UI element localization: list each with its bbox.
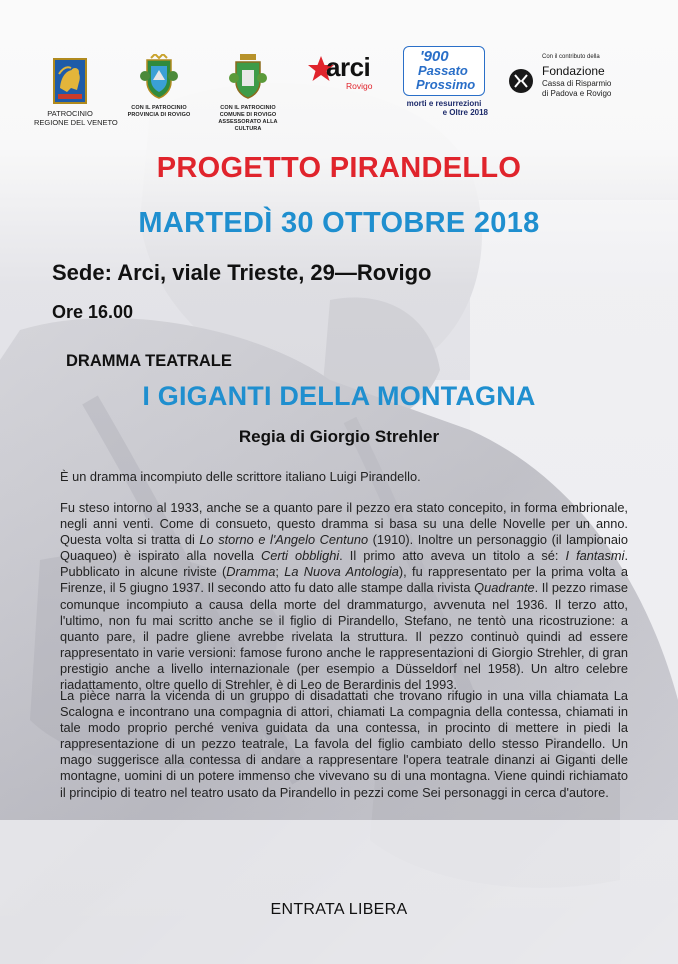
novecento-logo bbox=[396, 46, 492, 117]
plot-paragraph: La pièce narra la vicenda di un gruppo di disadattati che trovano rifugio in una villa chiamata La Scalogna e incontrano una compagnia di attori, chiamati La compagnia della contessa, chiamati in tale modo proprio perché veniva guidata da una contessa, in procinto di mettere in piedi la rappresentazione di un pezzo teatrale, La favola del figlio cambiato dello stesso Pirandello. Un mago suggerisce alla contessa di andare a rappresentare l'opera teatrale dinanzi ai Giganti delle montagne, uomini di un potere immenso che vivevano su di una montagna. Viene quindi richiamato il principio di teatro nel teatro usato da Pirandello in pezzi come Sei personaggi in cerca d'autore. bbox=[60, 688, 628, 800]
sponsor-logos bbox=[0, 44, 678, 134]
novecento-badge bbox=[403, 46, 485, 96]
history-text-d: Certi obblighi bbox=[260, 548, 340, 564]
fondazione-sub2: di Padova e Rovigo bbox=[542, 89, 612, 98]
show-title: I GIGANTI DELLA MONTAGNA bbox=[142, 381, 536, 411]
comune-rovigo-logo bbox=[206, 54, 290, 133]
arci-logo bbox=[306, 52, 386, 96]
history-text-g: . Pubblicato in alcune riviste ( bbox=[60, 548, 628, 580]
provincia-caption-1: CON IL PATROCINIO bbox=[131, 105, 187, 111]
event-time: Ore 16.00 bbox=[52, 302, 134, 322]
history-text-b: Lo storno e l'Angelo Centuno bbox=[199, 532, 369, 548]
novecento-line3: Prossimo bbox=[416, 77, 476, 92]
event-venue: Sede: Arci, viale Trieste, 29—Rovigo bbox=[52, 260, 432, 285]
fondazione-name: Fondazione bbox=[542, 64, 605, 78]
show-genre: DRAMMA TEATRALE bbox=[66, 352, 232, 370]
fondazione-contrib: Con il contributo della bbox=[542, 54, 600, 60]
history-text-i: ; bbox=[275, 564, 285, 580]
lion-of-saint-mark-icon bbox=[53, 58, 87, 104]
fondazione-logo bbox=[508, 52, 648, 102]
arci-city: Rovigo bbox=[346, 81, 373, 91]
novecento-tagline1: morti e resurrezioni bbox=[406, 99, 482, 108]
regione-veneto-logo bbox=[34, 58, 118, 127]
comune-caption-3: ASSESSORATO ALLA CULTURA bbox=[218, 119, 278, 132]
history-paragraph bbox=[60, 500, 628, 693]
history-text-j: La Nuova Antologia bbox=[284, 564, 399, 580]
comune-coat-of-arms-icon bbox=[228, 54, 268, 100]
intro-paragraph: È un dramma incompiuto delle scrittore italiano Luigi Pirandello. bbox=[60, 469, 421, 484]
project-title: PROGETTO PIRANDELLO bbox=[156, 152, 522, 184]
fondazione-sub1: Cassa di Risparmio bbox=[542, 79, 612, 88]
history-text-f: I fantasmi bbox=[565, 548, 625, 564]
history-text-m: . Il pezzo rimase comunque incompiuto a causa della morte del drammaturgo, avvenuta nel 1936. Il terzo atto, l'ultimo, non fu mai scritto anche se il figlio di Pirandello, Stefano, ne tentò una ricostruzione: a quanto pare, il padre gliene avrebbe rivelata la struttura. Il pezzo continuò quindi ad essere rappresentato in varie versioni: famose furono anche le rappresentazioni di Giorgio Strehler, di gran prestigio anche a livello internazionale (per esempio a Düsseldorf nel 1958). Un altro celebre riadattamento, oltre quello di Strehler, è di Leo de Berardinis del 1993. bbox=[60, 580, 628, 693]
arci-name: arci bbox=[326, 52, 371, 82]
event-date: MARTEDÌ 30 OTTOBRE 2018 bbox=[138, 207, 540, 239]
free-entry: ENTRATA LIBERA bbox=[270, 901, 408, 918]
regione-caption-1: PATROCINIO bbox=[47, 109, 93, 118]
provincia-coat-of-arms-icon bbox=[139, 54, 179, 100]
history-text-e: . Il primo atto aveva un titolo a sé: bbox=[339, 548, 566, 564]
novecento-line2: Passato bbox=[418, 63, 468, 78]
fondazione-emblem-icon bbox=[508, 68, 534, 94]
history-text-l: Quadrante bbox=[474, 580, 535, 596]
show-director: Regia di Giorgio Strehler bbox=[238, 427, 440, 446]
history-text-h: Dramma bbox=[226, 564, 276, 580]
history-text-c: (1910). Inoltre un personaggio (il lampionaio Quaqueo) è ispirato alla novella bbox=[60, 532, 628, 564]
novecento-line1: '900 bbox=[420, 48, 449, 65]
history-text-a: Fu steso intorno al 1933, anche se a quanto pare il pezzo era stato concepito, in forma embrionale, negli anni venti. Come di consueto, questo dramma si basa su una delle Novelle per un anno. Questa volta si tratta di bbox=[60, 500, 628, 548]
novecento-tagline2: e Oltre 2018 bbox=[442, 108, 488, 117]
provincia-caption-2: PROVINCIA DI ROVIGO bbox=[127, 112, 191, 118]
comune-caption-1: CON IL PATROCINIO bbox=[220, 105, 276, 111]
provincia-rovigo-logo bbox=[124, 54, 194, 119]
regione-caption-2: REGIONE DEL VENETO bbox=[34, 118, 118, 127]
comune-caption-2: COMUNE DI ROVIGO bbox=[219, 112, 277, 118]
history-text-k: ), fu rappresentato per la prima volta a Firenze, il 5 giugno 1937. Il secondo atto fu dato alle stampe dalla rivista bbox=[60, 564, 628, 596]
